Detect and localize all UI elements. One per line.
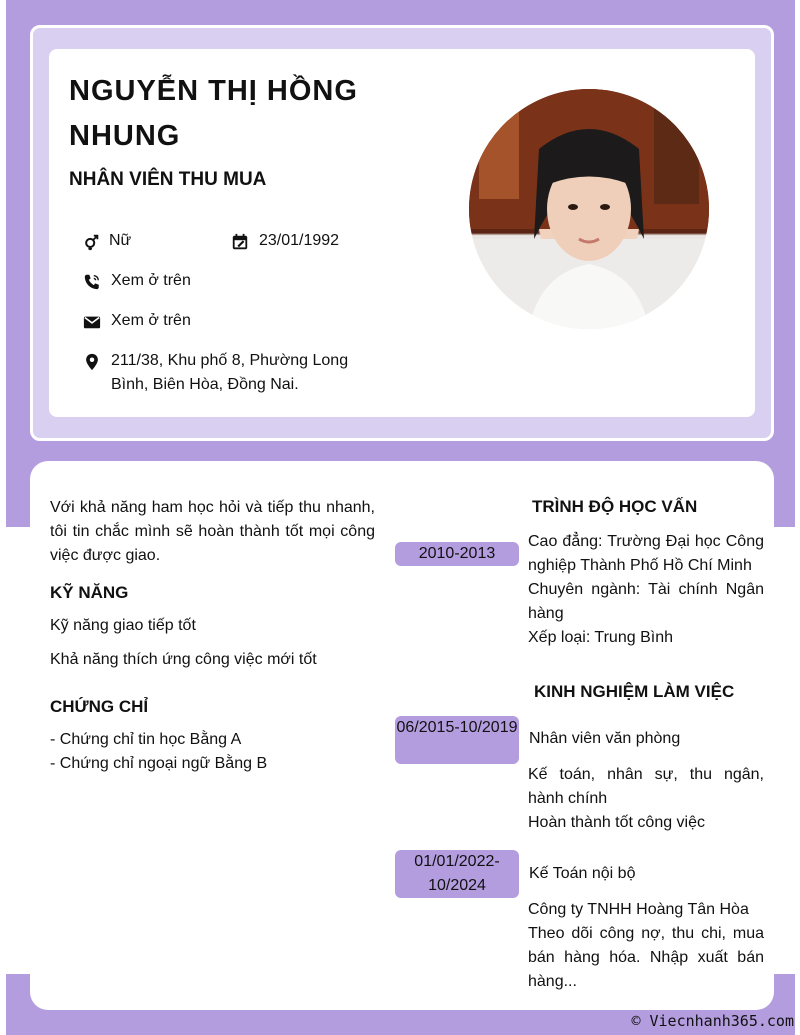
job-detail: Theo dõi công nợ, thu chi, mua bán hàng hóa. Nhập xuất bán hàng... (528, 925, 764, 990)
skill-item: Khả năng thích ứng công việc mới tốt (50, 651, 317, 668)
profile-photo (469, 89, 709, 329)
job-position: Nhân viên văn phòng (529, 730, 681, 747)
footer-credit: © Viecnhanh365.com (631, 1012, 794, 1030)
job-detail: Hoàn thành tốt công việc (528, 814, 706, 831)
gender-value: Nữ (109, 232, 132, 249)
skill-item: Kỹ năng giao tiếp tốt (50, 617, 196, 634)
candidate-name: NGUYỄN THỊ HỒNG NHUNG (69, 75, 358, 152)
profile-photo-illustration (469, 89, 709, 329)
birthday-value: 23/01/1992 (259, 232, 340, 249)
gender-row (83, 229, 223, 253)
job-position: Kế Toán nội bộ (529, 865, 636, 882)
education-major: Chuyên ngành: Tài chính Ngân hàng (528, 581, 764, 622)
gender-icon (83, 233, 101, 251)
certificates-title: CHỨNG CHỈ (50, 697, 149, 716)
certificate-item: - Chứng chỉ ngoại ngữ Bằng B (50, 755, 268, 772)
certificate-item: - Chứng chỉ tin học Bằng A (50, 731, 242, 748)
profile-header-inner (49, 49, 755, 417)
education-period: 2010-2013 (395, 542, 519, 566)
job-detail: Công ty TNHH Hoàng Tân Hòa (528, 901, 749, 918)
skills-title: KỸ NĂNG (50, 583, 129, 602)
job-period: 01/01/2022-10/2024 (395, 850, 519, 898)
email-value: Xem ở trên (111, 312, 191, 329)
location-icon (83, 353, 101, 371)
main-content-card (30, 461, 774, 1010)
job-title: NHÂN VIÊN THU MUA (69, 169, 267, 190)
mail-icon (83, 313, 101, 331)
birthday-row (231, 229, 391, 253)
phone-value: Xem ở trên (111, 272, 191, 289)
email-row (83, 309, 363, 333)
experience-title: KINH NGHIỆM LÀM VIỆC (534, 682, 735, 701)
calendar-icon (231, 233, 249, 251)
address-value: 211/38, Khu phố 8, Phường Long Bình, Biên Hòa, Đồng Nai. (111, 352, 349, 393)
education-grade: Xếp loại: Trung Bình (528, 629, 673, 646)
phone-row (83, 269, 363, 293)
career-summary: Với khả năng ham học hỏi và tiếp thu nhanh, tôi tin chắc mình sẽ hoàn thành tốt mọi công việc được giao. (50, 499, 375, 564)
profile-header-card (30, 25, 774, 441)
job-period: 06/2015-10/2019 (395, 716, 519, 764)
education-title: TRÌNH ĐỘ HỌC VẤN (532, 497, 698, 516)
address-row (83, 349, 353, 397)
phone-icon (83, 273, 101, 291)
job-detail: Kế toán, nhân sự, thu ngân, hành chính (528, 766, 764, 807)
education-school: Cao đẳng: Trường Đại học Công nghiệp Thành Phố Hồ Chí Minh (528, 533, 764, 574)
